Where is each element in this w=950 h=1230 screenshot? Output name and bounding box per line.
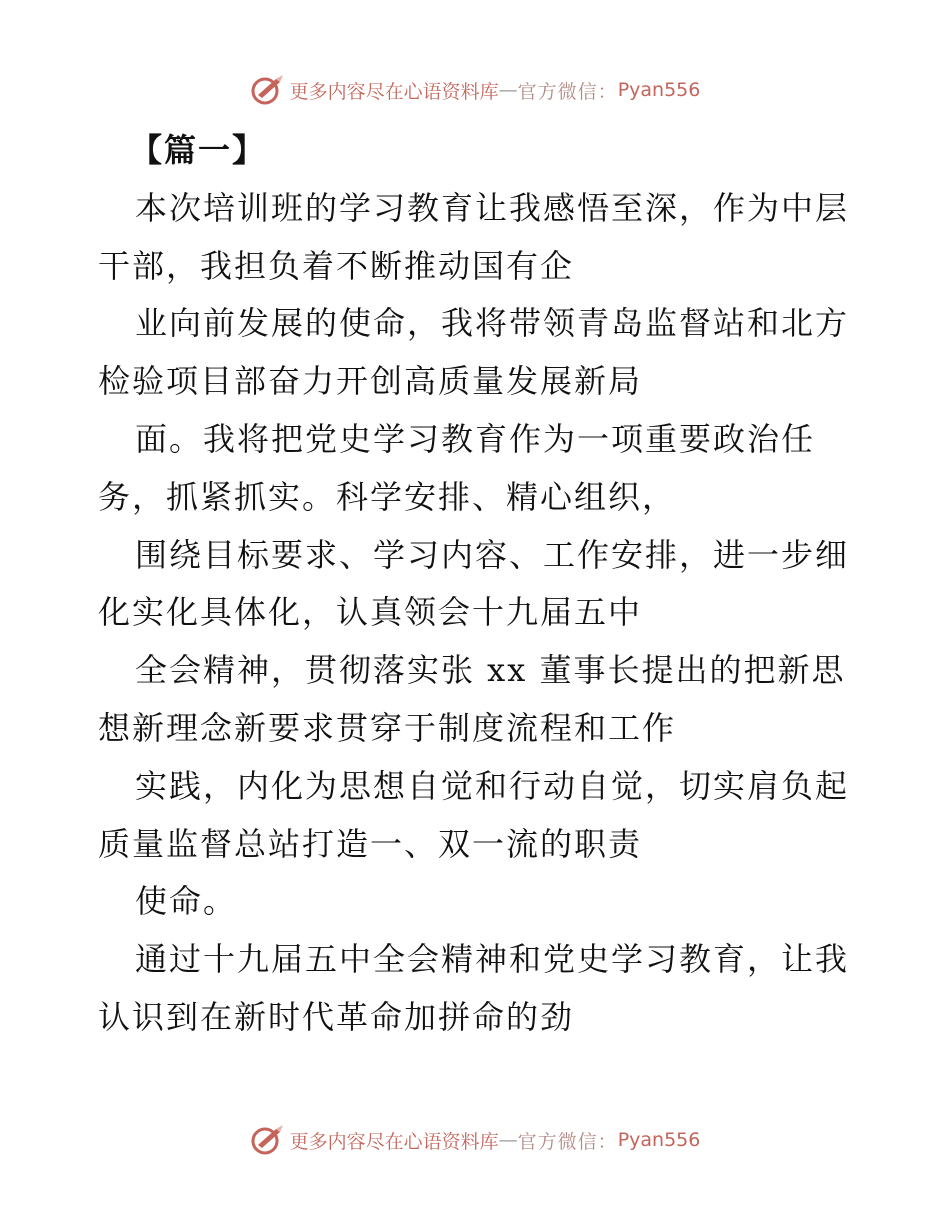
text-line: 本次培训班的学习教育让我感悟至深，作为中层 (135, 188, 850, 227)
text-line: 实践，内化为思想自觉和行动自觉，切实肩负起 (135, 766, 850, 805)
text-line: 业向前发展的使命，我将带领青岛监督站和北方 (135, 304, 850, 343)
footer-watermark-banner (0, 1120, 950, 1160)
header-watermark-banner (0, 70, 950, 110)
wechat-id: Pyan556 (617, 1129, 701, 1151)
text-line: 认识到在新时代革命加拼命的劲 (98, 997, 575, 1036)
pen-in-circle-logo-icon (250, 73, 286, 107)
text-line: 化实化具体化，认真领会十九届五中 (98, 593, 643, 632)
wechat-label: 官方微信： (517, 80, 618, 103)
text-line: 干部，我担负着不断推动国有企 (98, 246, 575, 285)
text-line: 想新理念新要求贯穿于制度流程和工作 (98, 708, 677, 747)
brand-text: 更多内容尽在心语资料库 (289, 1130, 499, 1153)
section-heading: 【篇一】 (130, 131, 267, 169)
text-line: 面。我将把党史学习教育作为一项重要政治任 (135, 419, 816, 458)
text-line: 围绕目标要求、学习内容、工作安排，进一步细 (135, 535, 850, 574)
document-body (98, 122, 858, 1047)
pen-in-circle-logo-icon (250, 1123, 286, 1157)
brand-text: 更多内容尽在心语资料库 (289, 80, 499, 103)
wechat-label: 官方微信： (517, 1130, 618, 1153)
text-line: 质量监督总站打造一、双一流的职责 (98, 824, 643, 863)
text-line: 使命。 (135, 882, 238, 921)
brand-separator: — (498, 1129, 518, 1151)
text-line: 通过十九届五中全会精神和党史学习教育，让我 (135, 940, 850, 979)
brand-separator: — (498, 79, 518, 101)
text-line: 检验项目部奋力开创高质量发展新局 (98, 362, 643, 401)
text-line: 全会精神，贯彻落实张 xx 董事长提出的把新思 (135, 651, 846, 690)
wechat-id: Pyan556 (617, 79, 701, 101)
text-line: 务，抓紧抓实。科学安排、精心组织， (98, 477, 677, 516)
